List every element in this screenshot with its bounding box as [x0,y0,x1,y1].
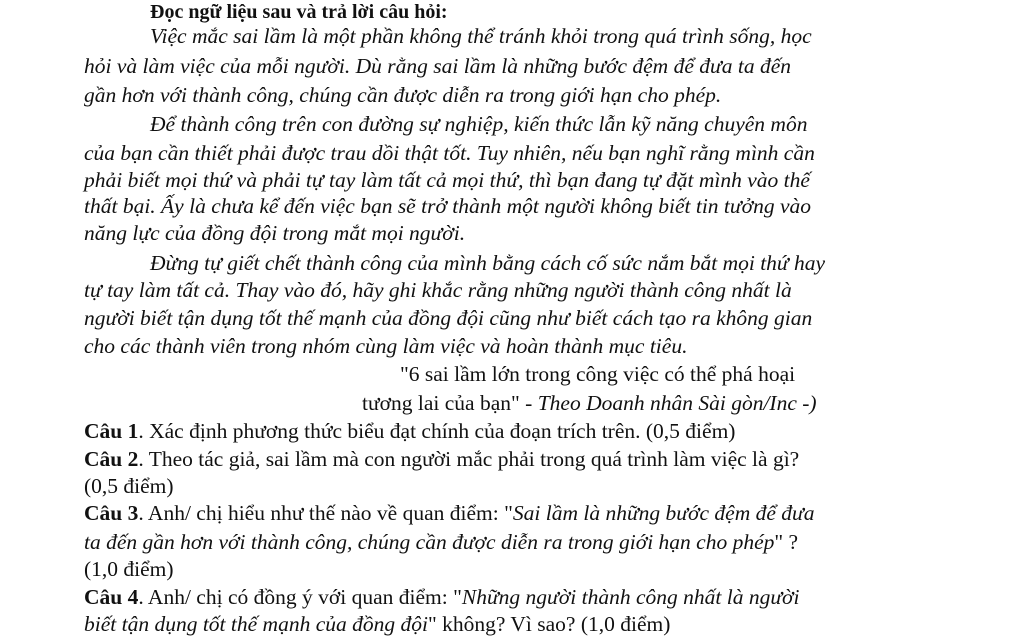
source-title-end: tương lai của bạn" - [362,391,538,415]
passage-line: Đừng tự giết chết thành công của mình bằng cách cố sức nắm bắt mọi thứ hay [150,251,826,275]
question-text: " ? [774,530,799,554]
passage-line: phải biết mọi thứ và phải tự tay làm tất cả mọi thứ, thì bạn đang tự đặt mình vào thế [84,168,810,192]
passage-line: cho các thành viên trong nhóm cùng làm việc và hoàn thành mục tiêu. [84,334,688,358]
source-attribution: Theo Doanh nhân Sài gòn/Inc -) [537,391,817,415]
question-text: . Anh/ chị có đồng ý với quan điểm: " [138,585,462,609]
question-quote: biết tận dụng tốt thế mạnh của đồng đội [84,612,428,636]
question-quote: ta đến gần hơn với thành công, chúng cần được diễn ra trong giới hạn cho phép [84,530,775,554]
passage-line: năng lực của đồng đội trong mắt mọi người. [84,221,466,245]
question-label: Câu 2 [84,447,139,471]
passage-line: gần hơn với thành công, chúng cần được diễn ra trong giới hạn cho phép. [84,83,722,107]
question-text: . Anh/ chị hiểu như thế nào về quan điểm: " [138,501,513,525]
passage-line: tự tay làm tất cả. Thay vào đó, hãy ghi khắc rằng những người thành công nhất là [84,278,792,302]
passage-line: Để thành công trên con đường sự nghiệp, kiến thức lẫn kỹ năng chuyên môn [150,112,808,136]
question-text: . Xác định phương thức biểu đạt chính của đoạn trích trên. (0,5 điểm) [138,419,736,443]
passage-line: thất bại. Ấy là chưa kể đến việc bạn sẽ trở thành một người không biết tin tưởng vào [84,194,812,218]
question-label: Câu 3 [84,501,139,525]
question-4-cont [84,614,670,636]
question-quote: Sai lầm là những bước đệm để đưa [512,501,815,525]
question-2 [84,449,799,471]
question-2-points: (0,5 điểm) [84,474,174,498]
passage-line: hỏi và làm việc của mỗi người. Dù rằng sai lầm là những bước đệm để đưa ta đến [84,54,791,78]
question-1 [84,421,735,443]
passage-line: Việc mắc sai lầm là một phần không thể tránh khỏi trong quá trình sống, học [150,24,812,48]
question-quote: Những người thành công nhất là người [461,585,800,609]
question-3-cont [84,532,798,554]
question-text: " không? Vì sao? (1,0 điểm) [427,612,671,636]
source-line: "6 sai lầm lớn trong công việc có thể phá hoại [400,362,796,386]
question-4 [84,587,800,609]
question-text: . Theo tác giả, sai lầm mà con người mắc phải trong quá trình làm việc là gì? [138,447,800,471]
question-3-points: (1,0 điểm) [84,557,174,581]
passage-line: người biết tận dụng tốt thế mạnh của đồng đội cũng như biết cách tạo ra không gian [84,306,813,330]
question-label: Câu 1 [84,419,139,443]
question-3 [84,503,815,525]
source-line [362,393,817,415]
document-title: Đọc ngữ liệu sau và trả lời câu hỏi: [150,1,448,23]
passage-line: của bạn cần thiết phải được trau dồi thật tốt. Tuy nhiên, nếu bạn nghĩ rằng mình cần [84,141,815,165]
question-label: Câu 4 [84,585,139,609]
